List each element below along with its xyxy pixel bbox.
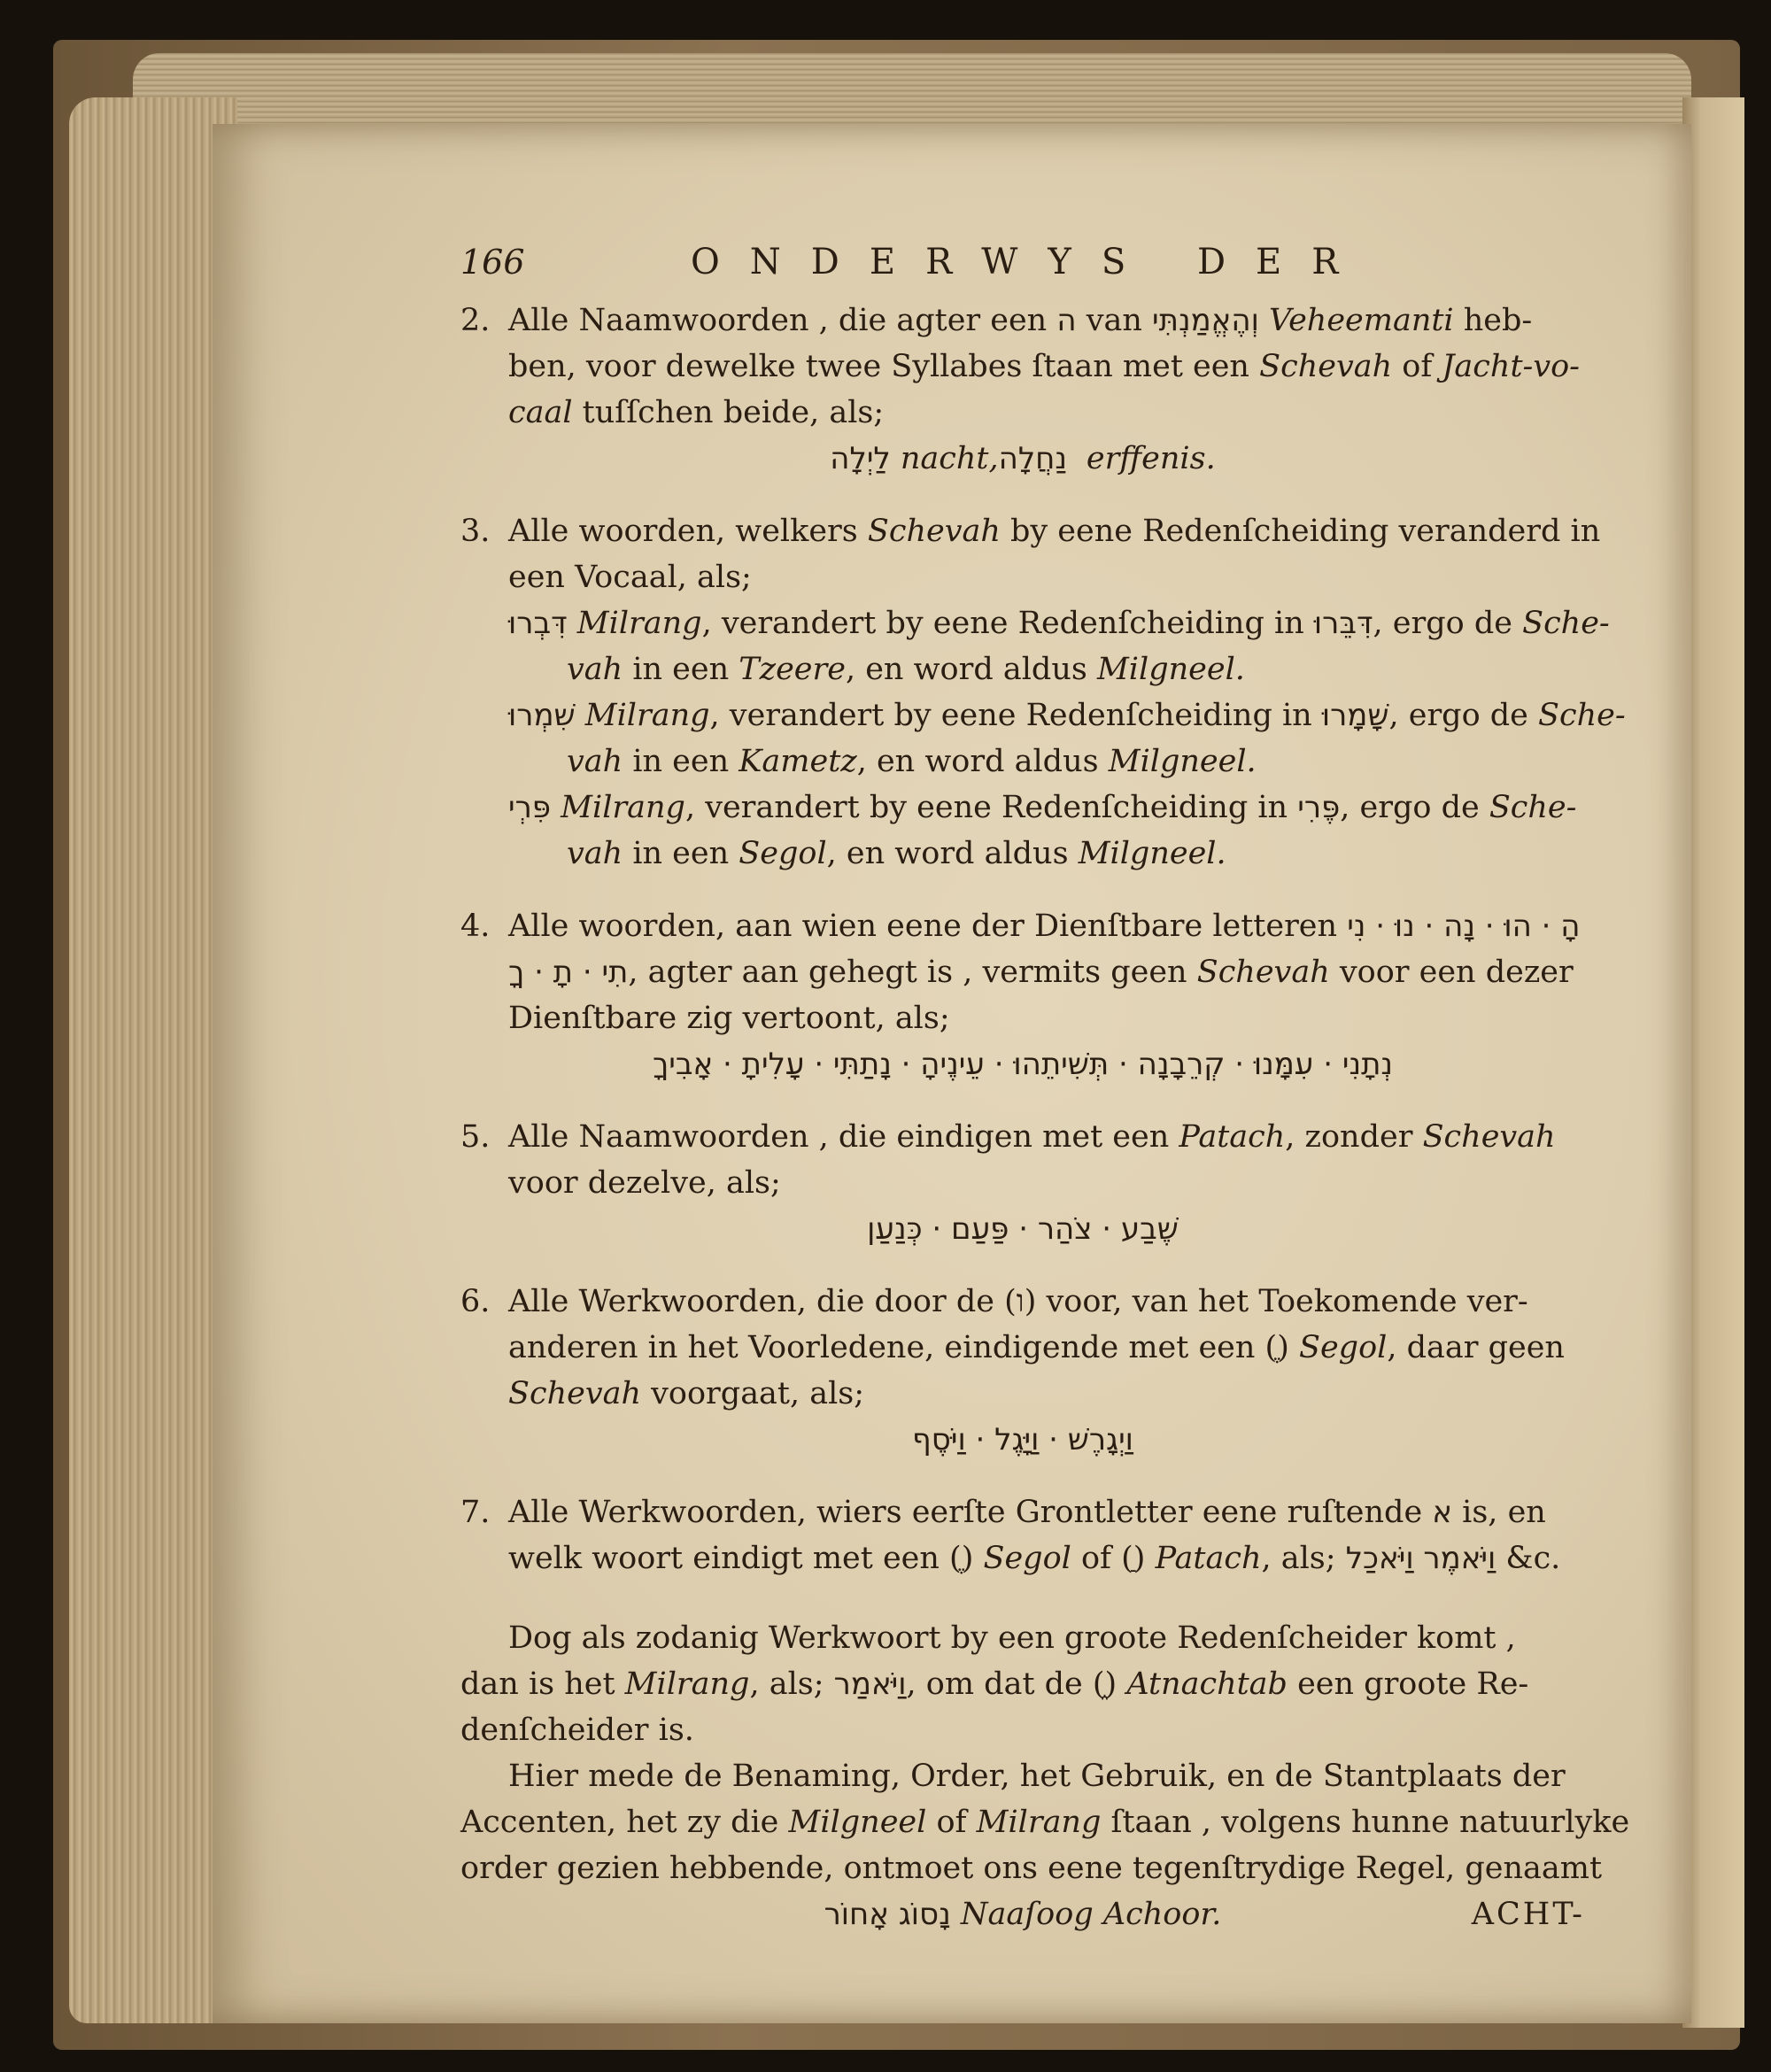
italic-term: Veheemanti [1269, 303, 1454, 338]
text: ſtaan , volgens hunne natuurlyke [1101, 1805, 1630, 1840]
text: of (ַ) [1071, 1541, 1156, 1576]
hebrew-text: א [1432, 1495, 1453, 1530]
text: Alle woorden, aan wien eene der Dienſtbare letteren [508, 908, 1348, 944]
paragraph-1-line-2 [460, 1661, 1585, 1707]
italic-term: Milrang [575, 698, 710, 733]
page-top-edges [133, 53, 1691, 133]
italic-term: Milgneel. [1096, 652, 1245, 687]
rule-7-line-1 [460, 1489, 1585, 1535]
rule-6-line-3 [460, 1371, 1585, 1417]
facing-page-edge [1682, 97, 1744, 2028]
text: voor een dezer [1329, 955, 1574, 990]
paragraph-2-line-4 [460, 1891, 1585, 1937]
text: voor dezelve, als; [508, 1165, 781, 1201]
rule-7 [460, 1489, 1585, 1581]
text: is, en [1452, 1495, 1546, 1530]
text: Alle Naamwoorden , die eindigen met een [508, 1119, 1179, 1155]
rule-3-line-1 [460, 508, 1601, 554]
paragraph-1-line-3 [460, 1707, 1585, 1753]
text: een groote Re- [1287, 1666, 1529, 1702]
italic-term: Milgneel [788, 1805, 927, 1840]
italic-term: Milrang [624, 1666, 750, 1702]
rule-7-line-2 [460, 1535, 1585, 1581]
text: , om dat de (֑) [906, 1666, 1127, 1702]
italic-term: Tzeere [739, 652, 846, 687]
italic-term: Segol [739, 836, 827, 871]
text: een Vocaal, als; [508, 560, 752, 595]
rule-3-line-6 [460, 738, 1585, 785]
text: , verandert by eene Redenſcheiding in [701, 606, 1314, 641]
text: , ergo de [1388, 698, 1539, 733]
text: welk woort eindigt met een (ֶ) [508, 1541, 984, 1576]
term-line [460, 1891, 1585, 1937]
text: , ergo de [1373, 606, 1523, 641]
hebrew-text: שָׁמָרוּ [1321, 698, 1389, 733]
text: Alle woorden, welkers [508, 514, 868, 549]
hebrew-text: הָ · הוּ · נָה · נוּ · נִי [1347, 908, 1581, 944]
rule-3-line-5 [460, 692, 1626, 738]
italic-term: caal [508, 395, 573, 430]
italic-term: Milgneel. [1108, 744, 1257, 779]
hebrew-text: נָסוֹג אָחוֹר [824, 1897, 951, 1932]
text: , daar geen [1387, 1330, 1565, 1365]
text: anderen in het Voorledene, eindigende met een (ֶ) [508, 1330, 1299, 1365]
hebrew-text: וַיֹּאמֶר וַיֹּאכַל [1345, 1541, 1496, 1576]
hebrew-text: פֶּרִי [1297, 790, 1341, 825]
italic-term: Milgneel. [1078, 836, 1226, 871]
text [1259, 303, 1269, 338]
text: ben, voor dewelke twee Syllabes ſtaan met een [508, 349, 1260, 384]
rule-4 [460, 903, 1585, 1087]
rule-3-line-8 [460, 831, 1585, 877]
rule-number: 4. [460, 908, 491, 944]
hebrew-text: שֶׁבַע · צֹהַר · פַּעַם · כְּנַעַן [867, 1211, 1179, 1247]
hebrew-text: וְהֶאֱמַנְתִּי [1152, 303, 1259, 338]
text: of [1392, 349, 1442, 384]
text: Dog als zodanig Werkwoort by een groote Redenſcheider komt , [508, 1620, 1516, 1656]
paragraph-1-line-1 [460, 1615, 1585, 1661]
italic-term: Sche- [1489, 790, 1577, 825]
rule-4-examples [460, 1041, 1585, 1087]
hebrew-text: וַיְגָרֶשׁ · וַיָּגֶל · וַיֹּסֶף [912, 1422, 1133, 1457]
rule-6-line-1 [460, 1279, 1585, 1325]
paragraph-2-line-3 [460, 1845, 1603, 1891]
hebrew-text: נְתָנִי · עִמָּנוּ · קְרֵבָנָה · תְּשִׁיתֵהוּ · עֵינֶיהָ · נָתַתִּי · עָלִיתָ · אָבִיךָ [652, 1047, 1394, 1082]
hebrew-text: ה [1056, 303, 1077, 338]
hebrew-text: נַחֲלָה [998, 441, 1077, 476]
rule-5-examples [460, 1206, 1585, 1252]
hebrew-text: דִּבְרוּ [508, 606, 568, 641]
rule-6-line-2 [460, 1325, 1585, 1371]
italic-term: Schevah [1422, 1119, 1556, 1155]
paragraph-2-line-1 [460, 1753, 1585, 1799]
rule-number: 6. [460, 1284, 491, 1319]
text: Alle Naamwoorden , die agter een [508, 303, 1057, 338]
text: in een [623, 652, 739, 687]
rule-4-line-1 [460, 903, 1585, 949]
text: in een [623, 744, 739, 779]
paragraph-2-line-2 [460, 1799, 1630, 1845]
italic-term: Sche- [1522, 606, 1610, 641]
rule-2 [460, 298, 1585, 482]
rule-number: 7. [460, 1495, 491, 1530]
text: heb- [1453, 303, 1533, 338]
italic-term: nacht, [890, 441, 999, 476]
text: , ergo de [1340, 790, 1489, 825]
text: Accenten, het zy die [460, 1805, 789, 1840]
rule-3-line-3 [460, 600, 1610, 646]
rule-3-line-2 [460, 554, 1585, 600]
text: , agter aan gehegt is , vermits geen [628, 955, 1197, 990]
italic-term: Segol [1298, 1330, 1388, 1365]
page-header [460, 239, 1585, 292]
hebrew-text: לַיְלָה [830, 441, 891, 476]
rule-2-examples [460, 436, 1585, 482]
text: of [926, 1805, 977, 1840]
text: Alle Werkwoorden, die door de (ו) voor, van het Toekomende ver- [508, 1284, 1528, 1319]
page-text [460, 239, 1630, 1937]
hebrew-text: דִּבֵּרוּ [1313, 606, 1373, 641]
italic-term: Milrang [976, 1805, 1102, 1840]
rule-5-line-2 [460, 1160, 1585, 1206]
rule-5 [460, 1114, 1585, 1252]
text: order gezien hebbende, ontmoet ons eene tegenſtrydige Regel, genaamt [460, 1851, 1603, 1886]
catchword: ACHT- [1471, 1897, 1585, 1932]
text: voorgaat, als; [641, 1376, 865, 1411]
paragraph-1 [460, 1615, 1585, 1753]
italic-term: Schevah [1196, 955, 1330, 990]
rule-2-line-2 [460, 344, 1585, 390]
text: tuſſchen beide, als; [572, 395, 885, 430]
hebrew-text: תִי · תָ · ךָ [508, 955, 629, 990]
italic-term: Segol [983, 1541, 1071, 1576]
italic-term: Naaſoog Achoor. [950, 1897, 1222, 1932]
text: in een [623, 836, 739, 871]
text: denſcheider is. [460, 1712, 694, 1748]
rule-2-line-1 [460, 298, 1585, 344]
text: , verandert by eene Redenſcheiding in [709, 698, 1322, 733]
rule-3-line-7 [460, 785, 1585, 831]
rule-6-examples [460, 1417, 1585, 1463]
italic-term: Sche- [1538, 698, 1626, 733]
text: , en word aldus [845, 652, 1097, 687]
italic-term: Schevah [1259, 349, 1393, 384]
hebrew-text: וַיֹּאמַר [833, 1666, 907, 1702]
italic-term: erffenis. [1076, 441, 1216, 476]
text: dan is het [460, 1666, 625, 1702]
text: Dienſtbare zig vertoont, als; [508, 1001, 950, 1036]
running-title: ONDERWYS DER [691, 242, 1369, 282]
rule-6 [460, 1279, 1585, 1463]
rule-number: 3. [460, 514, 491, 549]
text: , verandert by eene Redenſcheiding in [684, 790, 1298, 825]
rule-5-line-1 [460, 1114, 1585, 1160]
text: , als; [1261, 1541, 1346, 1576]
italic-term: Kametz [739, 744, 857, 779]
text: by eene Redenſcheiding veranderd in [1000, 514, 1601, 549]
rule-3 [460, 508, 1626, 877]
text: Hier mede de Benaming, Order, het Gebruik, en de Stantplaats der [508, 1759, 1566, 1794]
text: , als; [749, 1666, 834, 1702]
italic-term: vah [567, 652, 623, 687]
italic-term: Milrang [567, 606, 702, 641]
italic-term: Atnachtab [1126, 1666, 1288, 1702]
rule-4-line-3 [460, 995, 1585, 1041]
italic-term: Jacht-vo- [1442, 349, 1581, 384]
hebrew-text: פִּרְי [508, 790, 552, 825]
rule-number: 5. [460, 1119, 491, 1155]
rule-3-line-4 [460, 646, 1585, 692]
text: van [1076, 303, 1153, 338]
italic-term: Schevah [508, 1376, 642, 1411]
italic-term: Patach [1179, 1119, 1286, 1155]
paragraph-2 [460, 1753, 1630, 1937]
rule-2-line-3 [460, 390, 1585, 436]
rule-4-line-2 [460, 949, 1585, 995]
italic-term: Patach [1155, 1541, 1262, 1576]
text: , zonder [1285, 1119, 1423, 1155]
text: , en word aldus [826, 836, 1079, 871]
text: Alle Werkwoorden, wiers eerſte Grontletter eene ruſtende [508, 1495, 1433, 1530]
italic-term: Milrang [551, 790, 685, 825]
italic-term: Schevah [867, 514, 1001, 549]
italic-term: vah [567, 744, 623, 779]
text: &c. [1496, 1541, 1561, 1576]
page-number: 166 [460, 243, 525, 282]
rule-number: 2. [460, 303, 491, 338]
hebrew-text: שִׁמְרוּ [508, 698, 576, 733]
italic-term: vah [567, 836, 623, 871]
text: , en word aldus [856, 744, 1109, 779]
